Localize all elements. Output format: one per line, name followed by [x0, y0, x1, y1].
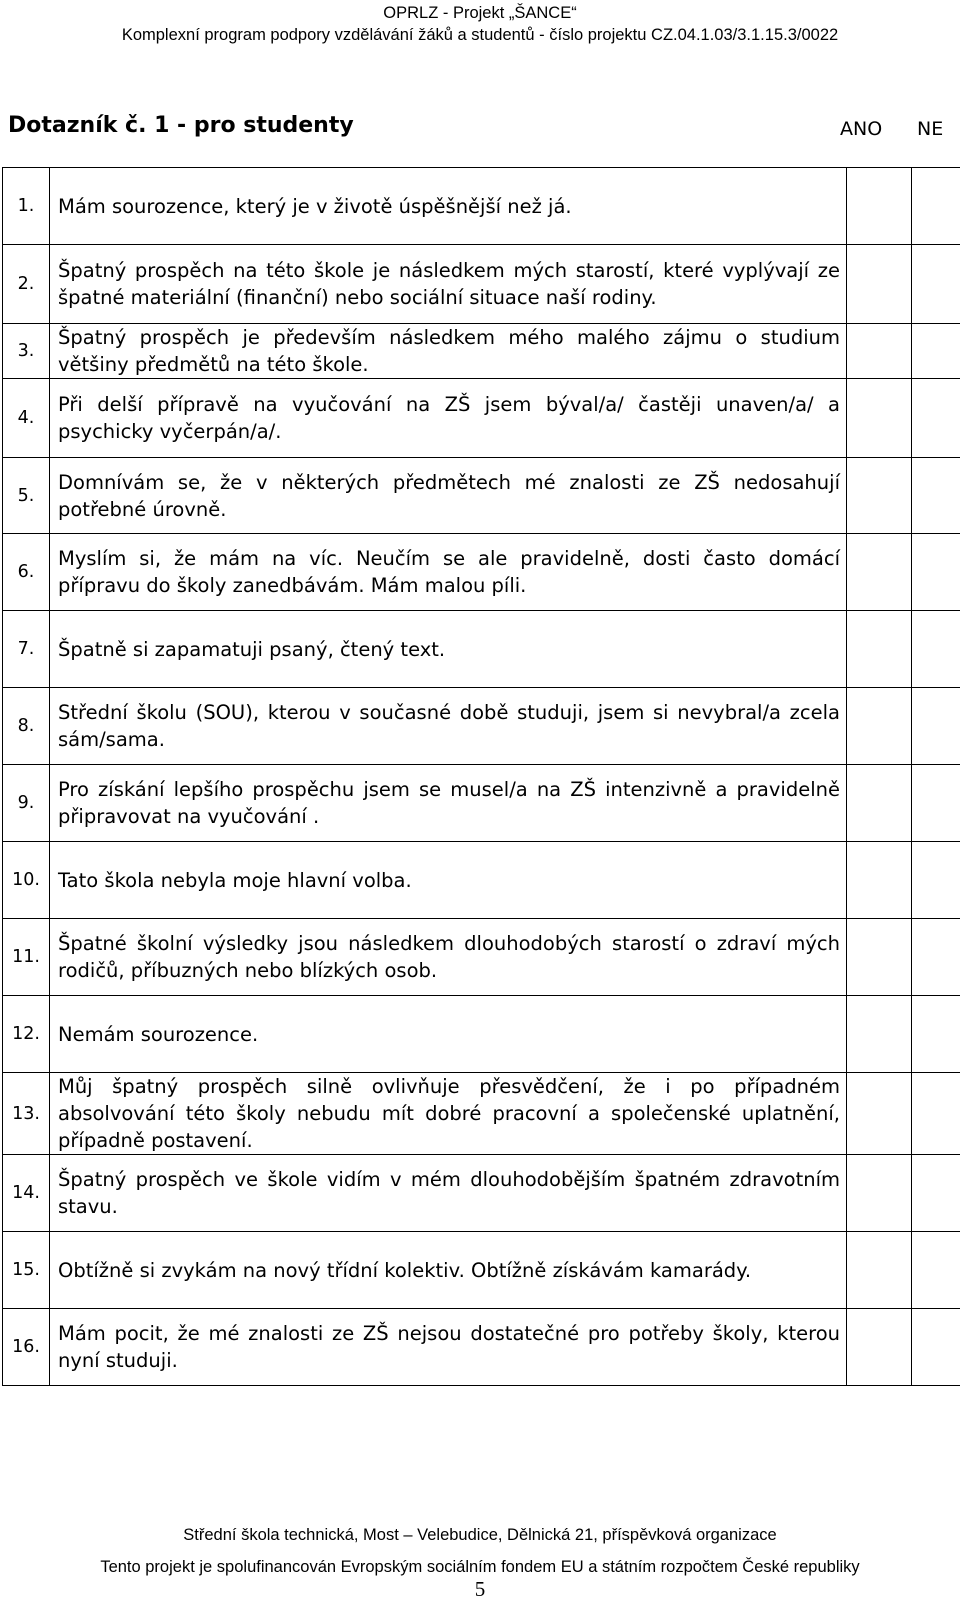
- answer-ano-cell[interactable]: [847, 611, 912, 688]
- question-row: [3, 919, 960, 996]
- question-row: [3, 842, 960, 919]
- answer-ne-cell[interactable]: [912, 534, 960, 611]
- answer-ne-cell[interactable]: [912, 1155, 960, 1232]
- answer-ano-cell[interactable]: [847, 919, 912, 996]
- answer-ne-cell[interactable]: [912, 1309, 960, 1386]
- question-text: Střední školu (SOU), kterou v současné době studuji, jsem si nevybral/a zcela sám/sama.: [50, 688, 847, 765]
- question-number: 12.: [3, 996, 50, 1073]
- answer-ne-cell[interactable]: [912, 379, 960, 458]
- question-row: [3, 996, 960, 1073]
- answer-ne-cell[interactable]: [912, 245, 960, 324]
- question-row: [3, 458, 960, 534]
- answer-ne-cell[interactable]: [912, 688, 960, 765]
- footer-school: Střední škola technická, Most – Velebudice, Dělnická 21, příspěvková organizace: [183, 1526, 777, 1544]
- question-number: 6.: [3, 534, 50, 611]
- answer-ne-cell[interactable]: [912, 842, 960, 919]
- answer-ne-cell[interactable]: [912, 765, 960, 842]
- question-text: Špatný prospěch ve škole vidím v mém dlouhodobějším špatném zdravotním stavu.: [50, 1155, 847, 1232]
- answer-ano-cell[interactable]: [847, 1232, 912, 1309]
- answer-ano-cell[interactable]: [847, 534, 912, 611]
- question-text: Můj špatný prospěch silně ovlivňuje přesvědčení, že i po případném absolvování této školy nebudu mít dobré pracovní a společenské uplatnění, případně postavení.: [50, 1073, 847, 1155]
- footer-funding: Tento projekt je spolufinancován Evropským sociálním fondem EU a státním rozpočtem České republiky: [100, 1558, 860, 1576]
- question-row: [3, 379, 960, 458]
- answer-ano-cell[interactable]: [847, 379, 912, 458]
- answer-ano-cell[interactable]: [847, 842, 912, 919]
- answer-ano-cell[interactable]: [847, 1155, 912, 1232]
- question-number: 14.: [3, 1155, 50, 1232]
- answer-ano-cell[interactable]: [847, 168, 912, 245]
- answer-ano-cell[interactable]: [847, 1309, 912, 1386]
- column-header-ne: NE: [917, 118, 944, 140]
- question-row: [3, 1155, 960, 1232]
- answer-ne-cell[interactable]: [912, 458, 960, 534]
- question-number: 5.: [3, 458, 50, 534]
- question-text: Obtížně si zvykám na nový třídní kolektiv. Obtížně získávám kamarády.: [50, 1232, 847, 1309]
- answer-ano-cell[interactable]: [847, 765, 912, 842]
- page-number: 5: [474, 1577, 486, 1601]
- question-number: 11.: [3, 919, 50, 996]
- question-row: [3, 534, 960, 611]
- question-number: 7.: [3, 611, 50, 688]
- answer-ano-cell[interactable]: [847, 245, 912, 324]
- answer-ano-cell[interactable]: [847, 996, 912, 1073]
- answer-ne-cell[interactable]: [912, 919, 960, 996]
- question-text: Při delší přípravě na vyučování na ZŠ jsem býval/a/ častěji unaven/a/ a psychicky vyčerpán/a/.: [50, 379, 847, 458]
- question-number: 15.: [3, 1232, 50, 1309]
- question-text: Špatné školní výsledky jsou následkem dlouhodobých starostí o zdraví mých rodičů, příbuzných nebo blízkých osob.: [50, 919, 847, 996]
- answer-ano-cell[interactable]: [847, 324, 912, 379]
- answer-ano-cell[interactable]: [847, 688, 912, 765]
- answer-ano-cell[interactable]: [847, 458, 912, 534]
- question-row: [3, 1232, 960, 1309]
- questionnaire-table: [2, 167, 960, 1386]
- question-text: Mám sourozence, který je v životě úspěšnější než já.: [50, 168, 847, 245]
- question-number: 13.: [3, 1073, 50, 1155]
- question-number: 16.: [3, 1309, 50, 1386]
- question-number: 2.: [3, 245, 50, 324]
- page-header: [0, 2, 960, 46]
- answer-ano-cell[interactable]: [847, 1073, 912, 1155]
- question-text: Špatný prospěch je především následkem mého malého zájmu o studium většiny předmětů na této škole.: [50, 324, 847, 379]
- question-number: 3.: [3, 324, 50, 379]
- question-text: Mám pocit, že mé znalosti ze ZŠ nejsou dostatečné pro potřeby školy, kterou nyní studuji.: [50, 1309, 847, 1386]
- header-program-line: Komplexní program podpory vzdělávání žáků a studentů - číslo projektu CZ.04.1.03/3.1.15.3/0022: [121, 26, 839, 44]
- question-text: Nemám sourozence.: [50, 996, 847, 1073]
- answer-ne-cell[interactable]: [912, 1232, 960, 1309]
- question-number: 8.: [3, 688, 50, 765]
- question-text: Myslím si, že mám na víc. Neučím se ale pravidelně, dosti často domácí přípravu do školy zanedbávám. Mám malou píli.: [50, 534, 847, 611]
- questionnaire-title: Dotazník č. 1 - pro studenty: [8, 113, 354, 138]
- question-text: Špatný prospěch na této škole je následkem mých starostí, které vyplývají ze špatné materiální (finanční) nebo sociální situace naší rodiny.: [50, 245, 847, 324]
- question-row: [3, 1309, 960, 1386]
- answer-ne-cell[interactable]: [912, 996, 960, 1073]
- answer-ne-cell[interactable]: [912, 611, 960, 688]
- question-number: 1.: [3, 168, 50, 245]
- question-number: 9.: [3, 765, 50, 842]
- question-row: [3, 611, 960, 688]
- question-row: [3, 245, 960, 324]
- question-text: Domnívám se, že v některých předmětech mé znalosti ze ZŠ nedosahují potřebné úrovně.: [50, 458, 847, 534]
- answer-ne-cell[interactable]: [912, 1073, 960, 1155]
- answer-ne-cell[interactable]: [912, 324, 960, 379]
- question-text: Pro získání lepšího prospěchu jsem se musel/a na ZŠ intenzivně a pravidelně připravovat na vyučování .: [50, 765, 847, 842]
- question-row: [3, 765, 960, 842]
- question-row: [3, 688, 960, 765]
- question-text: Tato škola nebyla moje hlavní volba.: [50, 842, 847, 919]
- question-row: [3, 324, 960, 379]
- question-row: [3, 168, 960, 245]
- answer-ne-cell[interactable]: [912, 168, 960, 245]
- header-project-name: OPRLZ - Projekt „ŠANCE“: [383, 4, 577, 22]
- question-number: 10.: [3, 842, 50, 919]
- question-number: 4.: [3, 379, 50, 458]
- question-row: [3, 1073, 960, 1155]
- question-text: Špatně si zapamatuji psaný, čtený text.: [50, 611, 847, 688]
- column-header-ano: ANO: [840, 118, 883, 140]
